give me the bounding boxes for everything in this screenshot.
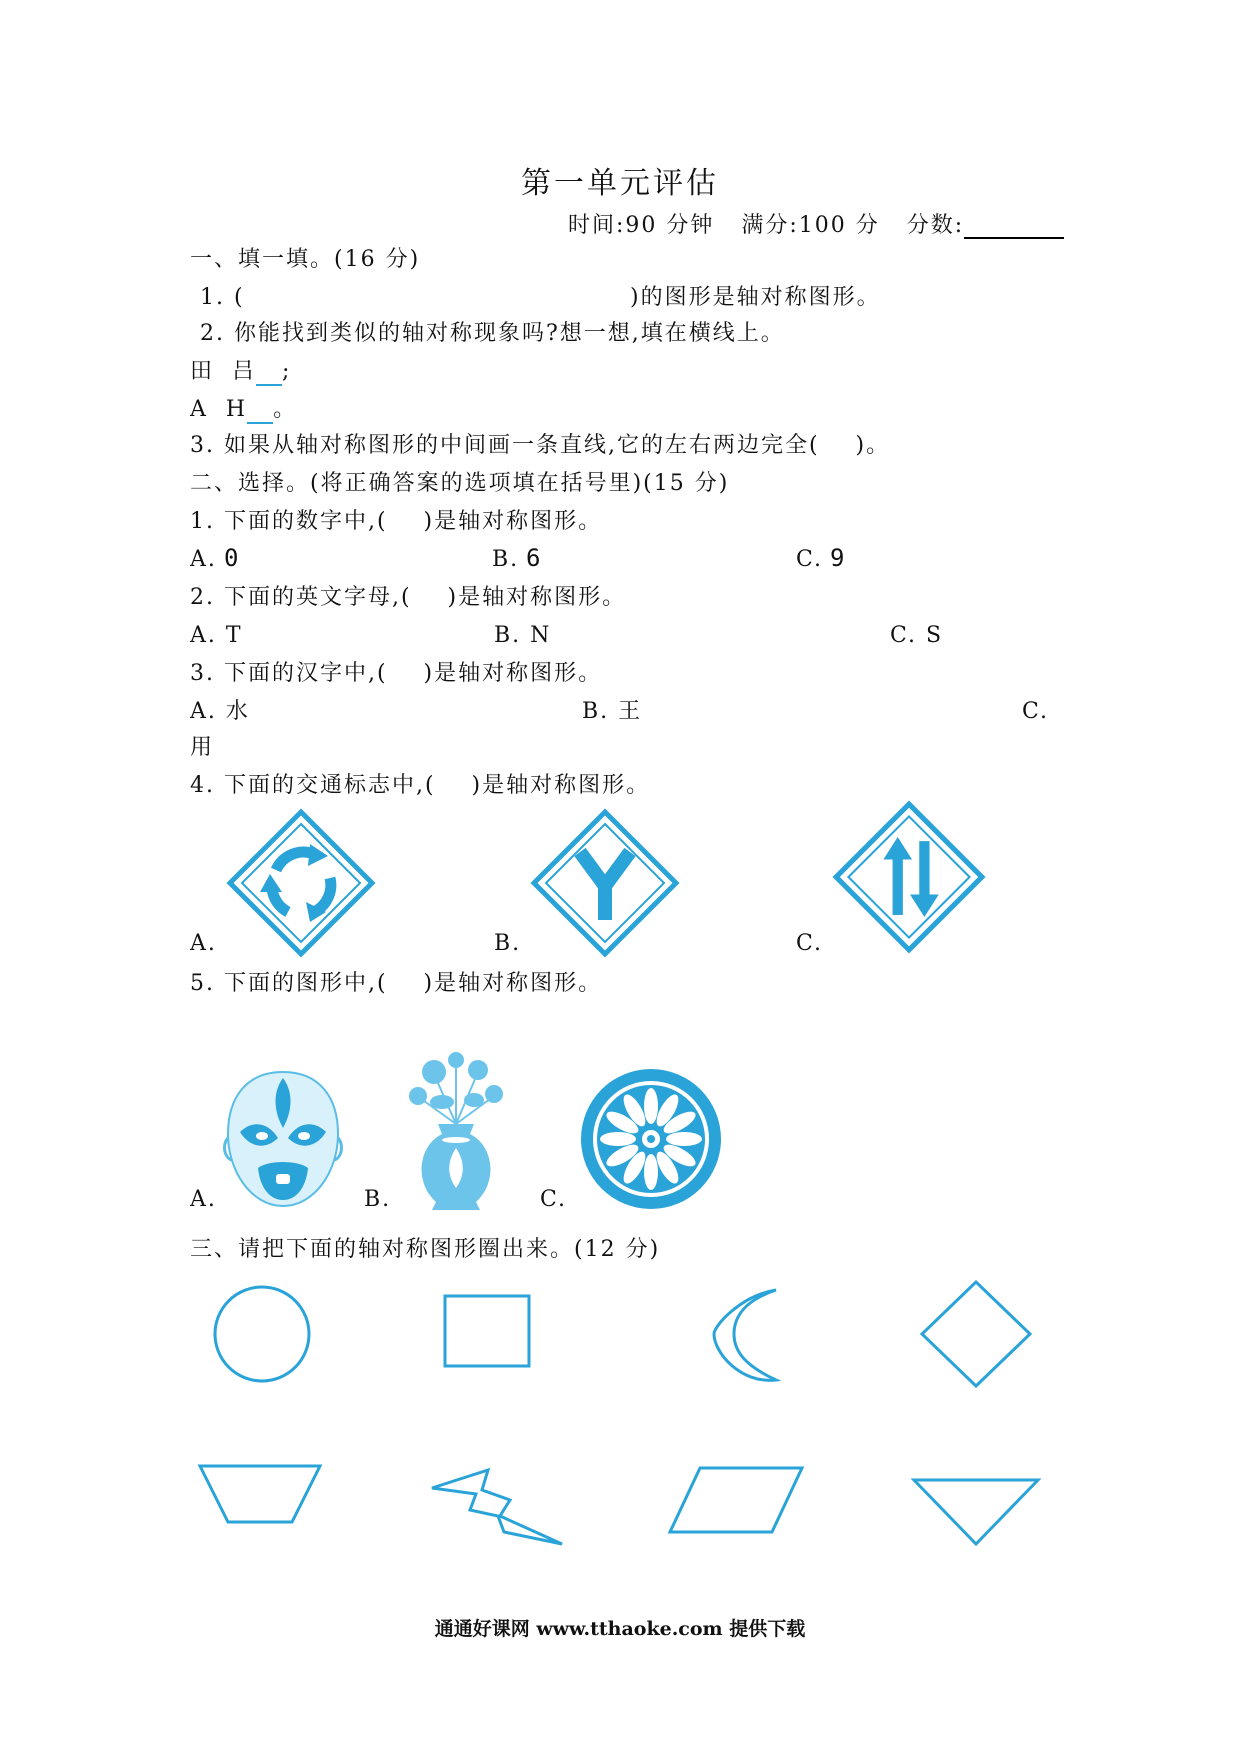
s1-q1-start: 1. ( [200,285,245,310]
section1-heading: 一、填一填。(16 分) [190,247,421,272]
lightning-shape-icon[interactable] [432,1470,562,1544]
s2-q3-wrap: 用 [190,735,215,760]
s1-q2-line1: 田 吕 ; [190,359,292,384]
s1-q3: 3. 如果从轴对称图形的中间画一条直线,它的左右两边完全( )。 [190,433,891,458]
page-footer: 通通好课网 www.tthaoke.com 提供下载 [434,1618,806,1640]
full-score-label: 满分:100 分 [741,213,880,238]
s2-q3: 3. 下面的汉字中,( )是轴对称图形。 [190,661,603,686]
s2-q1-opt-c: C. [796,547,824,572]
s2-q4-opt-c: C. [796,931,824,956]
digit-0-figure: 0 [224,544,241,572]
digit-6-figure: 6 [526,544,543,572]
crescent-shape-icon[interactable] [714,1290,776,1380]
s2-q4-opt-b: B. [494,931,522,956]
s2-q4: 4. 下面的交通标志中,( )是轴对称图形。 [190,773,651,798]
digit-9-figure: 9 [830,544,847,572]
triangle-shape-icon[interactable] [914,1480,1038,1544]
s2-q2-opt-b: B. N [494,623,552,648]
s2-q3-opt-a: A. 水 [190,699,250,724]
s2-q5-opt-c: C. [540,1187,568,1212]
diamond-shape-icon[interactable] [922,1282,1030,1386]
s2-q2-opt-c: C. S [890,623,944,648]
s1-q2-line2: A H 。 [190,397,298,422]
s2-q2: 2. 下面的英文字母,( )是轴对称图形。 [190,585,627,610]
time-label: 时间:90 分钟 [568,213,715,238]
section3-heading: 三、请把下面的轴对称图形圈出来。(12 分) [190,1237,661,1262]
square-shape-icon[interactable] [445,1296,529,1366]
trapezoid-shape-icon[interactable] [200,1466,320,1522]
page-title: 第一单元评估 [521,166,719,201]
s2-q1: 1. 下面的数字中,( )是轴对称图形。 [190,509,603,534]
s1-q2: 2. 你能找到类似的轴对称现象吗?想一想,填在横线上。 [200,321,785,346]
s2-q5-opt-b: B. [364,1187,392,1212]
s2-q3-opt-b: B. 王 [582,699,643,724]
s2-q5-opt-a: A. [190,1187,217,1212]
s2-q1-opt-a: A. [190,547,217,572]
s2-q2-opt-a: A. T [190,623,243,648]
parallelogram-shape-icon[interactable] [670,1468,802,1532]
section2-heading: 二、选择。(将正确答案的选项填在括号里)(15 分) [190,471,730,496]
score-label: 分数: [906,213,965,238]
circle-shape-icon[interactable] [215,1287,309,1381]
s2-q4-opt-a: A. [190,931,217,956]
s2-q5: 5. 下面的图形中,( )是轴对称图形。 [190,971,603,996]
s2-q3-opt-c: C. [1022,699,1050,724]
s1-q1-end: )的图形是轴对称图形。 [630,285,881,310]
s2-q1-opt-b: B. [492,547,520,572]
